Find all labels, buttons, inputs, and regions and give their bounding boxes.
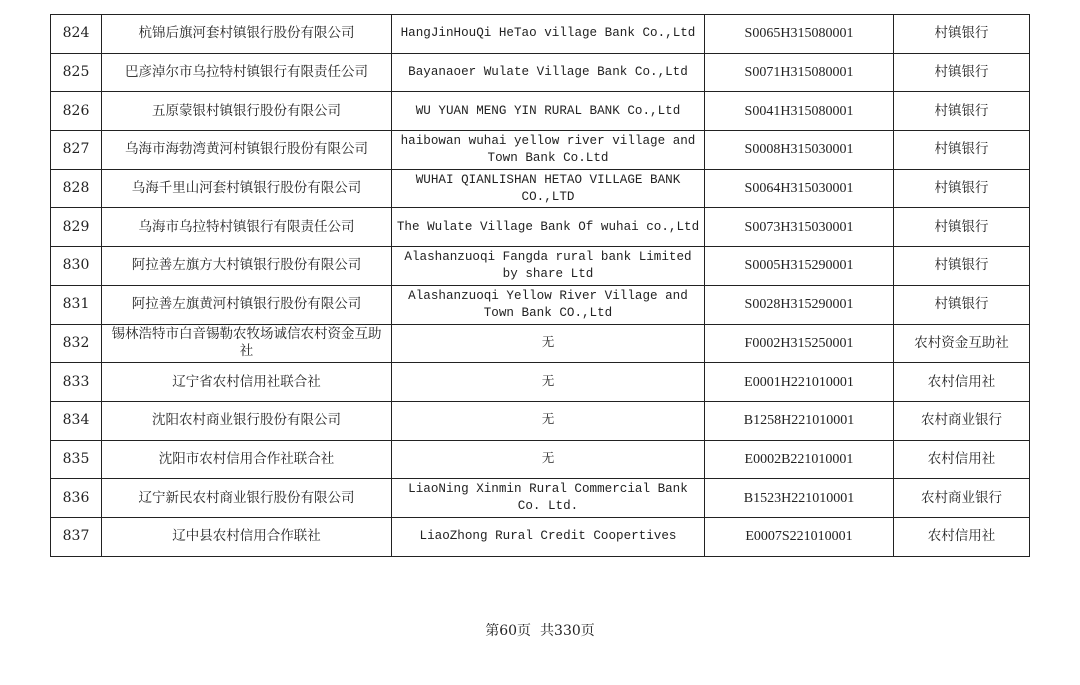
institution-code: E0002B221010001 (705, 440, 894, 479)
table-row (51, 53, 1030, 92)
row-number: 834 (51, 401, 102, 440)
institution-name-en: WU YUAN MENG YIN RURAL BANK Co.,Ltd (392, 92, 705, 131)
row-number: 833 (51, 363, 102, 402)
row-number: 836 (51, 479, 102, 518)
table-row (51, 15, 1030, 54)
institution-code: F0002H315250001 (705, 324, 894, 363)
institution-name-cn: 阿拉善左旗黄河村镇银行股份有限公司 (102, 285, 392, 324)
institution-code: S0028H315290001 (705, 285, 894, 324)
table-row (51, 440, 1030, 479)
institution-name-en: 无 (392, 324, 705, 363)
institution-name-en: 无 (392, 363, 705, 402)
institution-type: 村镇银行 (894, 285, 1030, 324)
institution-table (50, 14, 1030, 557)
table-row (51, 479, 1030, 518)
institution-type: 村镇银行 (894, 53, 1030, 92)
institution-code: S0005H315290001 (705, 247, 894, 286)
institution-name-en: 无 (392, 440, 705, 479)
institution-name-cn: 乌海千里山河套村镇银行股份有限公司 (102, 169, 392, 208)
table-body (51, 15, 1030, 557)
table-row (51, 401, 1030, 440)
institution-type: 农村资金互助社 (894, 324, 1030, 363)
institution-name-en: The Wulate Village Bank Of wuhai co.,Ltd (392, 208, 705, 247)
institution-code: B1523H221010001 (705, 479, 894, 518)
table-row (51, 247, 1030, 286)
row-number: 830 (51, 247, 102, 286)
institution-name-cn: 沈阳市农村信用合作社联合社 (102, 440, 392, 479)
institution-code: S0064H315030001 (705, 169, 894, 208)
institution-name-en: HangJinHouQi HeTao village Bank Co.,Ltd (392, 15, 705, 54)
institution-name-cn: 阿拉善左旗方大村镇银行股份有限公司 (102, 247, 392, 286)
institution-code: S0008H315030001 (705, 131, 894, 170)
institution-name-cn: 沈阳农村商业银行股份有限公司 (102, 401, 392, 440)
row-number: 829 (51, 208, 102, 247)
page-number: 第60页 (485, 623, 532, 639)
table-row (51, 208, 1030, 247)
institution-name-en: Alashanzuoqi Fangda rural bank Limited by share Ltd (392, 247, 705, 286)
table-row (51, 363, 1030, 402)
institution-name-cn: 乌海市乌拉特村镇银行有限责任公司 (102, 208, 392, 247)
institution-type: 农村信用社 (894, 363, 1030, 402)
institution-name-cn: 辽宁新民农村商业银行股份有限公司 (102, 479, 392, 518)
institution-name-cn: 锡林浩特市白音锡勒农牧场诚信农村资金互助社 (102, 324, 392, 363)
institution-code: S0073H315030001 (705, 208, 894, 247)
row-number: 824 (51, 15, 102, 54)
table-row (51, 285, 1030, 324)
row-number: 825 (51, 53, 102, 92)
table-row (51, 517, 1030, 556)
institution-code: E0007S221010001 (705, 517, 894, 556)
institution-type: 村镇银行 (894, 131, 1030, 170)
institution-name-cn: 五原蒙银村镇银行股份有限公司 (102, 92, 392, 131)
table-row (51, 131, 1030, 170)
institution-type: 农村信用社 (894, 440, 1030, 479)
institution-name-cn: 乌海市海勃湾黄河村镇银行股份有限公司 (102, 131, 392, 170)
institution-code: S0065H315080001 (705, 15, 894, 54)
institution-name-en: Alashanzuoqi Yellow River Village and Town Bank CO.,Ltd (392, 285, 705, 324)
page-total: 共330页 (540, 623, 595, 639)
institution-code: S0041H315080001 (705, 92, 894, 131)
institution-type: 村镇银行 (894, 15, 1030, 54)
institution-name-en: Bayanaoer Wulate Village Bank Co.,Ltd (392, 53, 705, 92)
row-number: 837 (51, 517, 102, 556)
institution-type: 农村信用社 (894, 517, 1030, 556)
row-number: 828 (51, 169, 102, 208)
institution-code: S0071H315080001 (705, 53, 894, 92)
table-row (51, 169, 1030, 208)
institution-name-en: 无 (392, 401, 705, 440)
institution-name-en: WUHAI QIANLISHAN HETAO VILLAGE BANK CO.,LTD (392, 169, 705, 208)
row-number: 832 (51, 324, 102, 363)
institution-type: 村镇银行 (894, 208, 1030, 247)
institution-name-cn: 杭锦后旗河套村镇银行股份有限公司 (102, 15, 392, 54)
institution-name-cn: 辽中县农村信用合作联社 (102, 517, 392, 556)
institution-name-en: LiaoZhong Rural Credit Coopertives (392, 517, 705, 556)
institution-type: 村镇银行 (894, 169, 1030, 208)
institution-type: 村镇银行 (894, 92, 1030, 131)
row-number: 827 (51, 131, 102, 170)
institution-code: B1258H221010001 (705, 401, 894, 440)
institution-type: 村镇银行 (894, 247, 1030, 286)
table-row (51, 324, 1030, 363)
institution-name-en: LiaoNing Xinmin Rural Commercial Bank Co. Ltd. (392, 479, 705, 518)
institution-type: 农村商业银行 (894, 479, 1030, 518)
institution-code: E0001H221010001 (705, 363, 894, 402)
row-number: 826 (51, 92, 102, 131)
table-row (51, 92, 1030, 131)
institution-type: 农村商业银行 (894, 401, 1030, 440)
institution-name-cn: 辽宁省农村信用社联合社 (102, 363, 392, 402)
row-number: 831 (51, 285, 102, 324)
page-footer (0, 620, 1080, 640)
institution-name-en: haibowan wuhai yellow river village and Town Bank Co.Ltd (392, 131, 705, 170)
row-number: 835 (51, 440, 102, 479)
institution-name-cn: 巴彦淖尔市乌拉特村镇银行有限责任公司 (102, 53, 392, 92)
